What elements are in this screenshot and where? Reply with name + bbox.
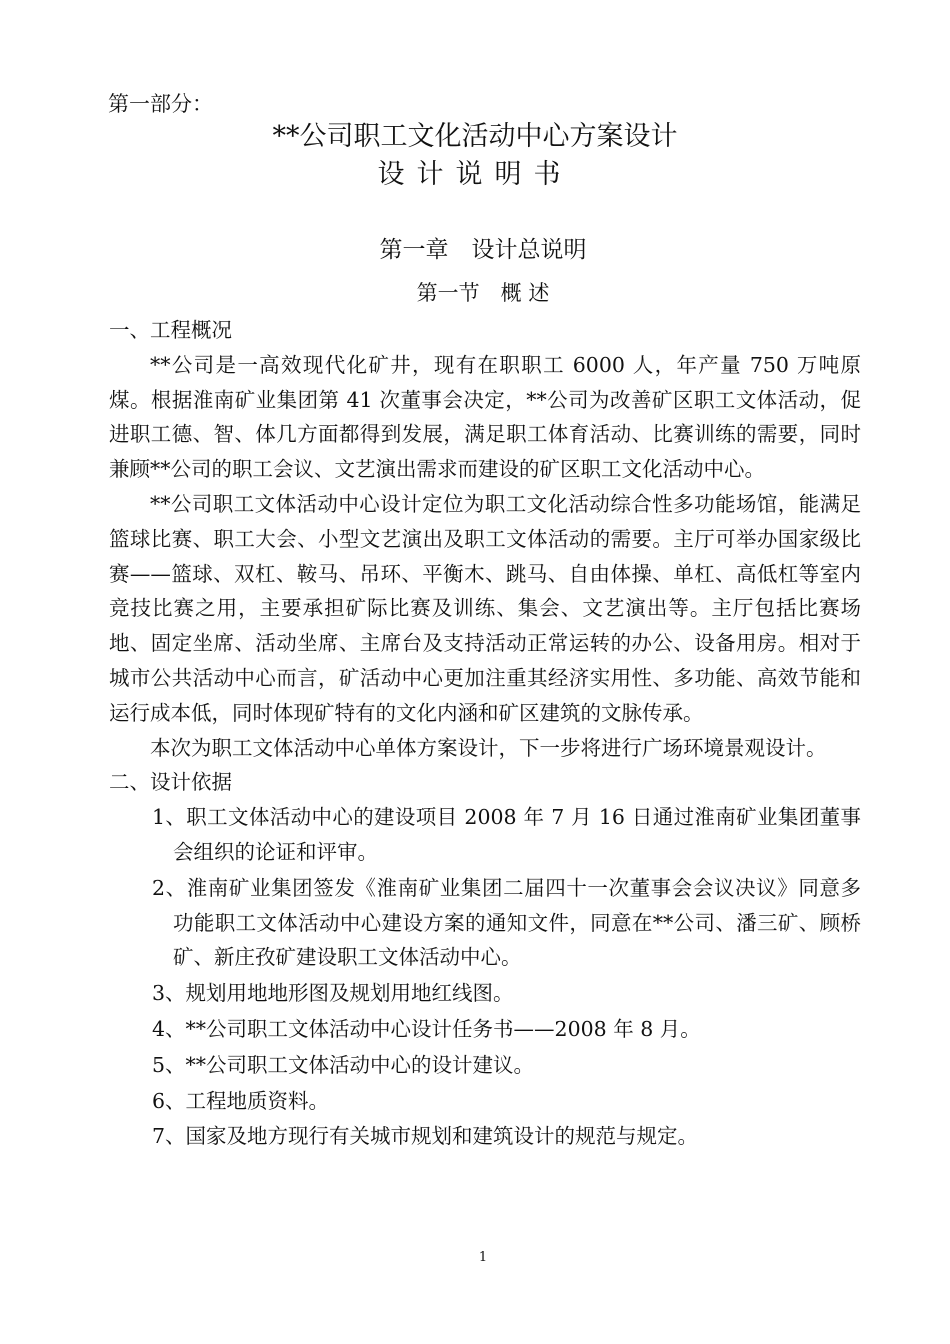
section-title: 第一节 概 述 [416,281,550,305]
overview-paragraph: **公司职工文体活动中心设计定位为职工文化活动综合性多功能场馆，能满足篮球比赛、职工大会、小型文艺演出及职工文体活动的需要。主厅可举办国家级比赛——篮球、双杠、鞍马、吊环、平衡木、跳马、自由体操、单杠、高低杠等室内竞技比赛之用，主要承担矿际比赛及训练、集会、文艺演出等。主厅包括比赛场地、固定坐席、活动坐席、主席台及支持活动正常运转的办公、设备用房。相对于城市公共活动中心而言，矿活动中心更加注重其经济实用性、多功能、高效节能和运行成本低，同时体现矿特有的文化内涵和矿区建筑的文脉传承。 [109,491,861,725]
document-subtitle: 设计说明书 [377,159,573,190]
overview-paragraph: 本次为职工文体活动中心单体方案设计，下一步将进行广场环境景观设计。 [150,735,827,760]
part-label: 第一部分： [108,92,213,116]
page-number: 1 [478,1250,488,1265]
document-body [109,313,861,1155]
design-basis-list [109,800,861,1154]
document-title: **公司职工文化活动中心方案设计 [272,121,678,152]
chapter-title: 第一章 设计总说明 [379,237,587,263]
project-overview-heading: 一、工程概况 [109,318,232,342]
design-basis-item: 1、职工文体活动中心的建设项目 2008 年 7 月 16 日通过淮南矿业集团董事会组织的论证和评审。 [152,805,861,864]
design-basis-heading: 二、设计依据 [109,770,232,795]
design-basis-item: 7、国家及地方现行有关城市规划和建筑设计的规范与规定。 [152,1124,699,1149]
design-basis-item: 5、**公司职工文体活动中心的设计建议。 [152,1052,535,1077]
design-basis-item: 2、淮南矿业集团签发《淮南矿业集团二届四十一次董事会会议决议》同意多功能职工文体活动中心建设方案的通知文件，同意在**公司、潘三矿、顾桥矿、新庄孜矿建设职工文体活动中心。 [152,875,861,970]
overview-paragraph: **公司是一高效现代化矿井，现有在职职工 6000 人，年产量 750 万吨原煤。根据淮南矿业集团第 41 次董事会决定，**公司为改善矿区职工文体活动，促进职工德、智、体几方面都得到发展，满足职工体育活动、比赛训练的需要，同时兼顾**公司的职工会议、文艺演出需求而建设的矿区职工文化活动中心。 [109,352,861,482]
design-basis-item: 3、规划用地地形图及规划用地红线图。 [152,981,514,1006]
design-basis-item: 4、**公司职工文体活动中心设计任务书——2008 年 8 月。 [152,1016,701,1041]
design-basis-item: 6、工程地质资料。 [152,1088,330,1113]
